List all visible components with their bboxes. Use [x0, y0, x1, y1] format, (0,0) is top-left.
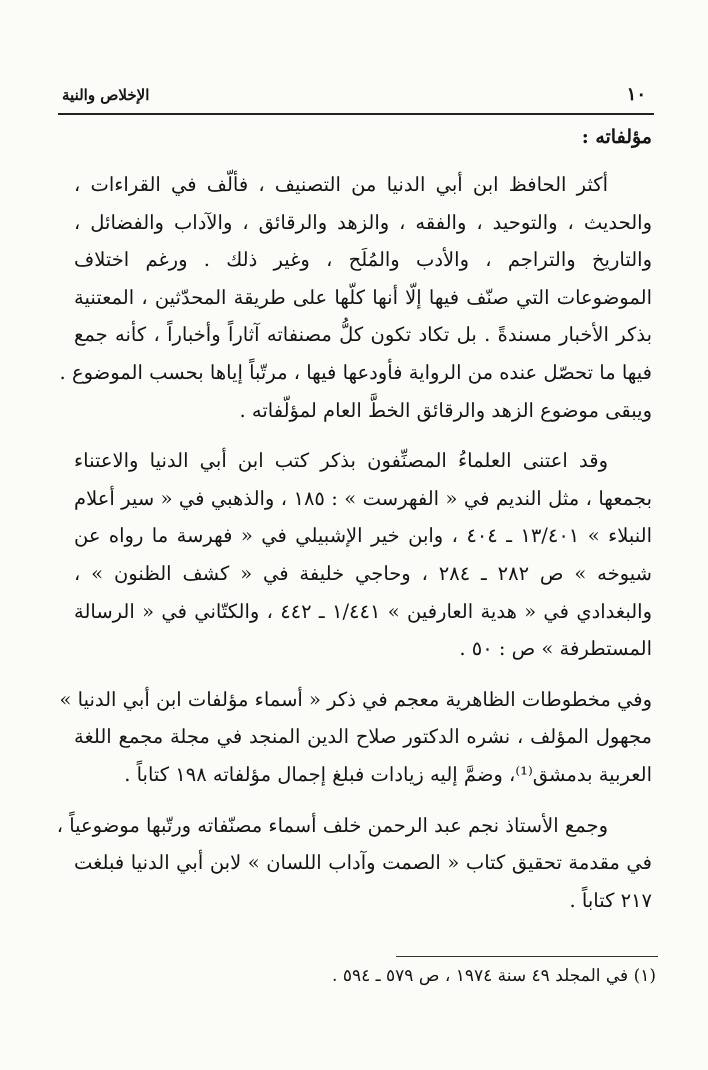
text-line: وجمع الأستاذ نجم عبد الرحمن خلف أسماء مصنّفاته ورتّبها موضوعياً ،	[56, 813, 608, 837]
text-line: العربية بدمشق⁽¹⁾، وضمَّ إليه زيادات فبلغ إجمال مؤلفاته ١٩٨ كتاباً .	[124, 762, 652, 786]
text-line: والتاريخ والتراجم ، والأدب والمُلَح ، وغير ذلك . ورغم اختلاف	[74, 248, 652, 272]
paragraph-scholars	[74, 442, 652, 668]
paragraph-najm	[56, 807, 652, 920]
page-number: ١٠	[626, 84, 646, 105]
text-line: ٢١٧ كتاباً .	[569, 888, 652, 912]
running-title: الإخلاص والنية	[62, 86, 150, 104]
text-line: وقد اعتنى العلماءُ المصنِّفون بذكر كتب ابن أبي الدنيا والاعتناء	[74, 449, 608, 473]
footnote: (١) في المجلد ٤٩ سنة ١٩٧٤ ، ص ٥٧٩ ـ ٥٩٤ .	[332, 966, 656, 986]
section-heading: مؤلفاته :	[581, 126, 652, 148]
paragraph-works-overview	[59, 166, 652, 429]
text-line: بذكر الأخبار مسندةً . بل تكاد تكون كلُّ مصنفاته آثاراً وأخباراً ، كأنه جمع	[74, 323, 652, 347]
text-line: والحديث ، والتوحيد ، والفقه ، والزهد والرقائق ، والآداب والفضائل ،	[74, 210, 652, 234]
text-line: النبلاء » ١٣/٤٠١ ـ ٤٠٤ ، وابن خير الإشبيلي في « فهرسة ما رواه عن	[74, 524, 652, 548]
text-line: الموضوعات التي صنّف فيها إلّا أنها كلّها على طريقة المحدّثين ، المعتنية	[74, 285, 652, 309]
header-rule	[58, 113, 654, 115]
text-line: والبغدادي في « هدية العارفين » ١/٤٤١ ـ ٤٤٢ ، والكتّاني في « الرسالة	[74, 599, 652, 623]
text-line: أكثر الحافظ ابن أبي الدنيا من التصنيف ، فألّف في القراءات ،	[74, 173, 608, 196]
paragraph-zahiriyya	[59, 681, 652, 794]
text-line: وفي مخطوطات الظاهرية معجم في ذكر « أسماء مؤلفات ابن أبي الدنيا »	[59, 687, 652, 711]
page-body	[56, 118, 652, 932]
text-line: شيوخه » ص ٢٨٢ ـ ٢٨٤ ، وحاجي خليفة في « كشف الظنون » ،	[74, 561, 652, 585]
text-line: مجهول المؤلف ، نشره الدكتور صلاح الدين المنجد في مجلة مجمع اللغة	[74, 725, 652, 749]
text-line: المستطرفة » ص : ٥٠ .	[459, 637, 652, 661]
text-line: فيها ما تحصّل عنده من الرواية فأودعها فيها ، مرتّباً إياها بحسب الموضوع .	[59, 360, 652, 384]
text-line: ويبقى موضوع الزهد والرقائق الخطَّ العام لمؤلّفاته .	[239, 398, 652, 422]
text-line: بجمعها ، مثل النديم في « الفهرست » : ١٨٥ ، والذهبي في « سير أعلام	[74, 486, 652, 510]
page-header	[58, 84, 666, 110]
text-line: في مقدمة تحقيق كتاب « الصمت وآداب اللسان » لابن أبي الدنيا فبلغت	[74, 851, 652, 875]
footnote-rule	[396, 956, 658, 957]
